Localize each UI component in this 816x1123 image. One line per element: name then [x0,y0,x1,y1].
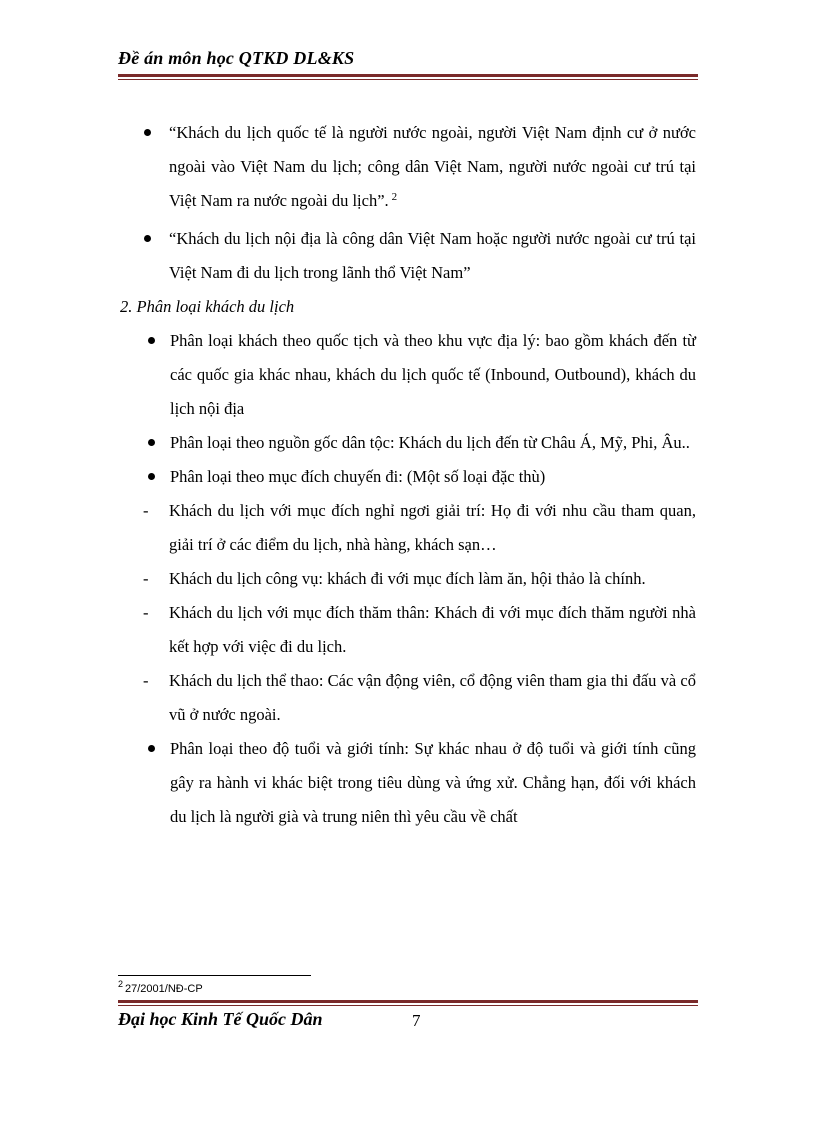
footnote-text: 27/2001/NĐ-CP [125,983,203,995]
bullet-icon [148,732,155,766]
page-header [118,48,698,69]
paragraph-text: Phân loại theo độ tuổi và giới tính: Sự khác nhau ở độ tuổi và giới tính cũng gây ra hành vi khác biệt trong tiêu dùng và ứng xử. Chẳng hạn, đối với khách du lịch là người già và trung niên thì yêu cầu về chất [170,739,696,826]
body-content [118,116,696,834]
bullet-item [118,732,696,834]
paragraph-text: Khách du lịch công vụ: khách đi với mục đích làm ăn, hội thảo là chính. [169,569,646,588]
footer-rule-thin [118,1005,698,1006]
dash-marker: - [143,603,149,622]
paragraph-text: “Khách du lịch quốc tế là người nước ngoài, người Việt Nam định cư ở nước ngoài vào Việt Nam du lịch; công dân Việt Nam, người nước ngoài cư trú tại Việt Nam ra nước ngoài du lịch”. [169,123,696,210]
bullet-icon [144,116,151,150]
dash-marker: - [143,671,149,690]
paragraph-text: “Khách du lịch nội địa là công dân Việt Nam hoặc người nước ngoài cư trú tại Việt Nam đi du lịch trong lãnh thổ Việt Nam” [169,229,696,282]
header-rule-thin [118,79,698,80]
paragraph-text: Khách du lịch với mục đích thăm thân: Khách đi với mục đích thăm người nhà kết hợp với việc đi du lịch. [169,603,696,656]
section-heading: 2. Phân loại khách du lịch [120,297,295,316]
footnote-separator [118,975,311,976]
footnote [118,979,203,995]
dash-item [118,494,696,562]
dash-item [118,562,696,596]
page-number: 7 [412,1011,421,1030]
header-rule-thick [118,74,698,77]
bullet-item [118,426,696,460]
bullet-item [118,222,696,290]
dash-item [118,664,696,732]
bullet-item [118,460,696,494]
bullet-icon [148,460,155,494]
bullet-icon [148,426,155,460]
paragraph-text: Phân loại theo nguồn gốc dân tộc: Khách du lịch đến từ Châu Á, Mỹ, Phi, Âu.. [170,433,690,452]
dash-marker: - [143,501,149,520]
footer-school-name: Đại học Kinh Tế Quốc Dân [118,1009,323,1029]
bullet-item [118,324,696,426]
bullet-icon [144,222,151,256]
footnote-number: 2 [118,979,124,990]
bullet-item [118,116,696,218]
footer-rule-thick [118,1000,698,1003]
footnote-reference: 2 [391,190,398,203]
dash-marker: - [143,569,149,588]
paragraph-text: Khách du lịch thể thao: Các vận động viên, cổ động viên tham gia thi đấu và cổ vũ ở nước ngoài. [169,671,696,724]
dash-item [118,596,696,664]
paragraph-text: Phân loại khách theo quốc tịch và theo khu vực địa lý: bao gồm khách đến từ các quốc gia khác nhau, khách du lịch quốc tế (Inbound, Outbound), khách du lịch nội địa [170,331,696,418]
document-title: Đề án môn học QTKD DL&KS [118,48,355,68]
paragraph-text: Khách du lịch với mục đích nghỉ ngơi giải trí: Họ đi với nhu cầu tham quan, giải trí ở các điểm du lịch, nhà hàng, khách sạn… [169,501,696,554]
paragraph-text: Phân loại theo mục đích chuyến đi: (Một số loại đặc thù) [170,467,546,486]
bullet-icon [148,324,155,358]
